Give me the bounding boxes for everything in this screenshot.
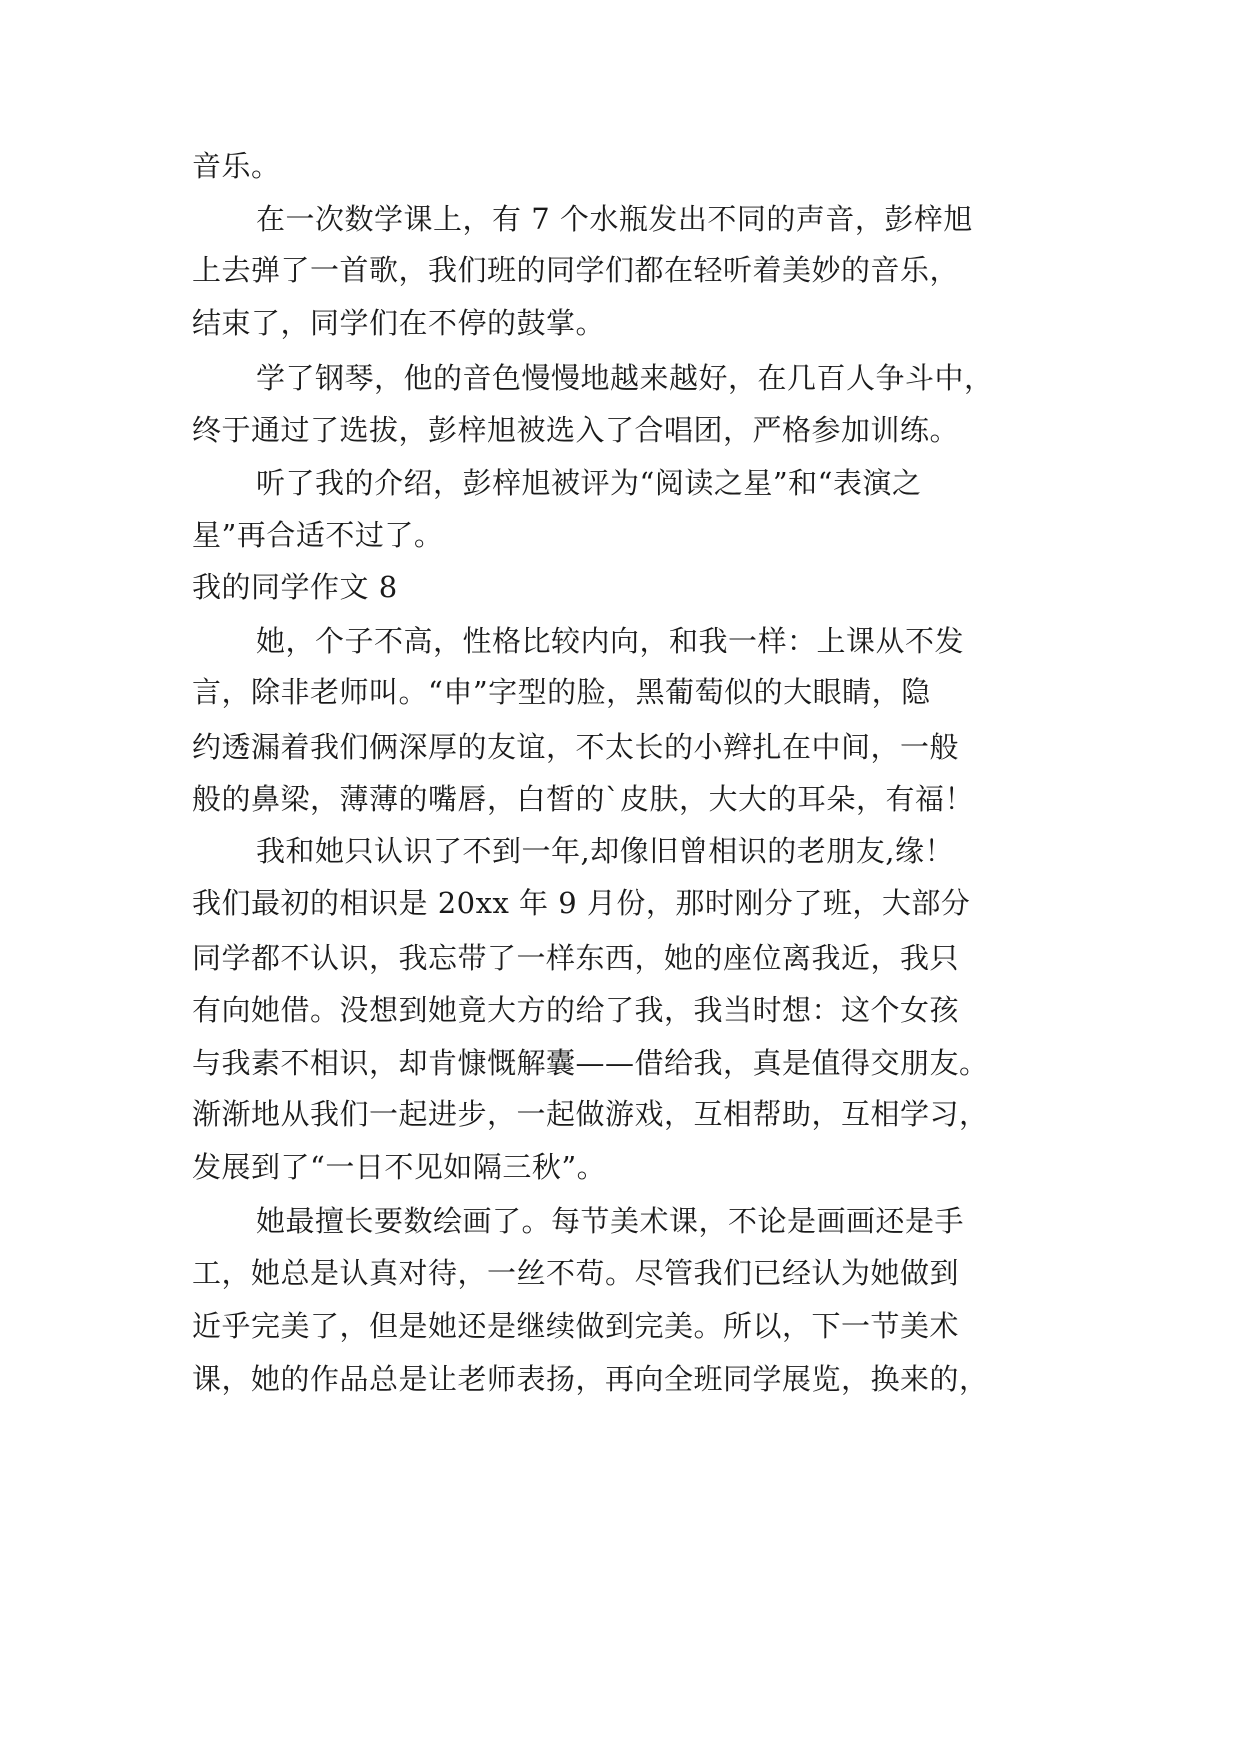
text-line: 渐渐地从我们一起进步，一起做游戏，互相帮助，互相学习， [192,1097,989,1131]
text-line: 星”再合适不过了。 [192,518,444,552]
text-line: 她，个子不高，性格比较内向，和我一样：上课从不发 [256,624,965,658]
text-line: 学了钢琴，他的音色慢慢地越来越好，在几百人争斗中， [256,361,994,395]
text-line: 我和她只认识了不到一年,却像旧曾相识的老朋友,缘！ [256,834,954,868]
text-line: 约透漏着我们俩深厚的友谊，不太长的小辫扎在中间，一般 [192,730,960,764]
section-heading: 我的同学作文 8 [192,570,398,604]
text-line: 上去弹了一首歌，我们班的同学们都在轻听着美妙的音乐， [192,253,960,287]
text-line: 听了我的介绍，彭梓旭被评为“阅读之星”和“表演之 [256,466,922,500]
text-line: 般的鼻梁，薄薄的嘴唇，白皙的`皮肤，大大的耳朵，有福！ [192,782,975,816]
text-line: 与我素不相识，却肯慷慨解囊——借给我，真是值得交朋友。 [192,1046,989,1080]
text-line: 在一次数学课上，有 7 个水瓶发出不同的声音，彭梓旭 [256,202,973,236]
text-line: 发展到了“一日不见如隔三秋”。 [192,1150,607,1184]
text-line: 有向她借。没想到她竟大方的给了我，我当时想：这个女孩 [192,993,960,1027]
text-line: 音乐。 [192,149,281,183]
text-line: 终于通过了选拔，彭梓旭被选入了合唱团，严格参加训练。 [192,413,960,447]
text-line: 言，除非老师叫。“申”字型的脸，黑葡萄似的大眼睛，隐 [192,675,931,709]
text-line: 我们最初的相识是 20xx 年 9 月份，那时刚分了班，大部分 [192,886,971,920]
text-line: 同学都不认识，我忘带了一样东西，她的座位离我近，我只 [192,941,960,975]
text-line: 结束了，同学们在不停的鼓掌。 [192,306,606,340]
text-line: 工，她总是认真对待，一丝不苟。尽管我们已经认为她做到 [192,1256,960,1290]
text-line: 课，她的作品总是让老师表扬，再向全班同学展览，换来的， [192,1362,989,1396]
text-line: 近乎完美了，但是她还是继续做到完美。所以，下一节美术 [192,1309,960,1343]
text-line: 她最擅长要数绘画了。每节美术课，不论是画画还是手 [256,1204,965,1238]
